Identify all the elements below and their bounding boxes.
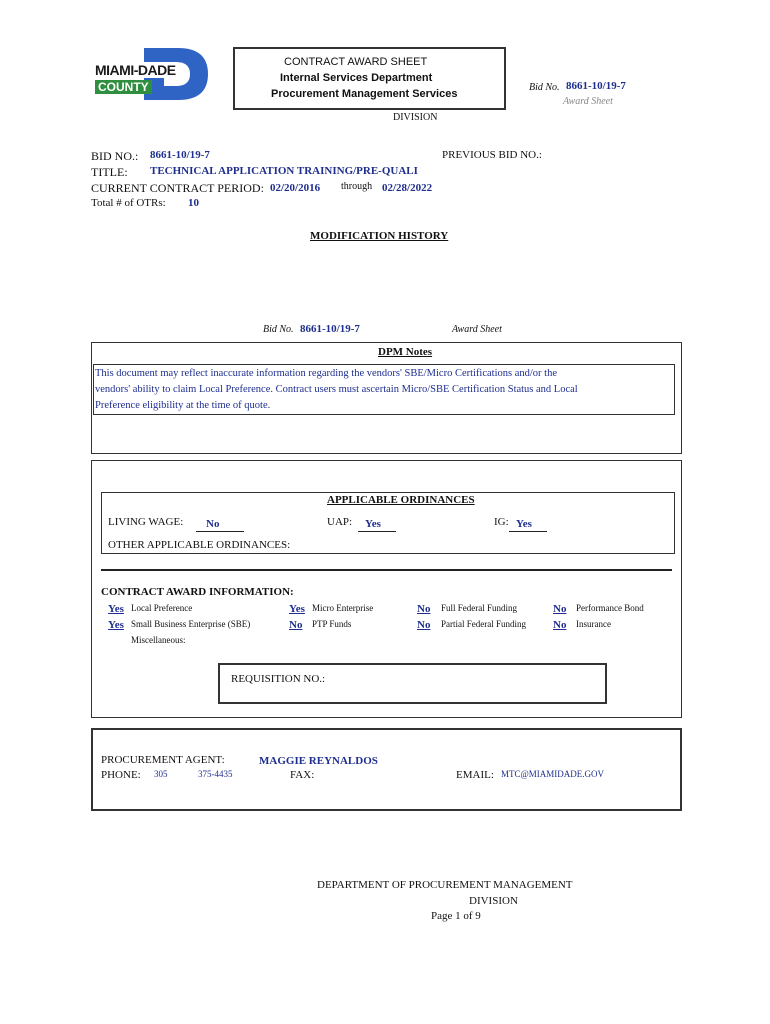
top-bid-label: Bid No.	[529, 82, 560, 93]
uap-underline	[358, 531, 396, 532]
mid-bid-number: 8661-10/19-7	[300, 323, 360, 335]
micro-enterprise-value: Yes	[289, 603, 305, 615]
title-label: TITLE:	[91, 165, 128, 179]
partial-federal-funding-label: Partial Federal Funding	[441, 619, 526, 629]
dpm-note-line-3: Preference eligibility at the time of quote.	[95, 400, 271, 411]
top-award-sheet: Award Sheet	[563, 96, 613, 107]
fax-label: FAX:	[290, 769, 315, 781]
award-info-title: CONTRACT AWARD INFORMATION:	[101, 586, 294, 598]
footer-department: DEPARTMENT OF PROCUREMENT MANAGEMENT	[317, 879, 573, 891]
title-value: TECHNICAL APPLICATION TRAINING/PRE-QUALI	[150, 165, 418, 177]
logo-text-miami-dade: MIAMI-DADE	[95, 62, 176, 78]
procurement-agent-label: PROCUREMENT AGENT:	[101, 754, 225, 766]
top-bid-number: 8661-10/19-7	[566, 80, 626, 92]
division-label: DIVISION	[393, 112, 438, 123]
uap-value: Yes	[365, 518, 381, 530]
sbe-label: Small Business Enterprise (SBE)	[131, 619, 251, 629]
ig-underline	[509, 531, 547, 532]
otr-value: 10	[188, 197, 199, 209]
ordinances-title: APPLICABLE ORDINANCES	[327, 494, 475, 506]
contract-through: through	[341, 181, 373, 192]
performance-bond-value: No	[553, 603, 567, 615]
logo-text-county: COUNTY	[95, 80, 152, 94]
miscellaneous-label: Miscellaneous:	[131, 635, 186, 645]
miami-dade-logo	[94, 46, 212, 102]
email-value[interactable]: MTC@MIAMIDADE.GOV	[501, 769, 605, 779]
ptp-funds-label: PTP Funds	[312, 619, 352, 629]
insurance-label: Insurance	[576, 619, 611, 629]
otr-label: Total # of OTRs:	[91, 197, 166, 209]
mid-award-sheet: Award Sheet	[452, 324, 502, 335]
mid-bid-label: Bid No.	[263, 324, 294, 335]
phone-number: 375-4435	[198, 769, 233, 779]
header-dept: Internal Services Department	[280, 72, 433, 84]
phone-area-code: 305	[154, 769, 168, 779]
ig-value: Yes	[516, 518, 532, 530]
local-preference-label: Local Preference	[131, 603, 193, 613]
phone-label: PHONE:	[101, 769, 141, 781]
partial-federal-funding-value: No	[417, 619, 431, 631]
living-wage-value: No	[206, 518, 220, 530]
email-label: EMAIL:	[456, 769, 494, 781]
living-wage-underline	[196, 531, 244, 532]
local-preference-value: Yes	[108, 603, 124, 615]
ptp-funds-value: No	[289, 619, 303, 631]
header-division: Procurement Management Services	[271, 88, 458, 100]
living-wage-label: LIVING WAGE:	[108, 516, 184, 528]
section-divider	[101, 569, 672, 571]
full-federal-funding-value: No	[417, 603, 431, 615]
modification-history-title: MODIFICATION HISTORY	[310, 230, 449, 242]
bid-no-value: 8661-10/19-7	[150, 149, 210, 161]
insurance-value: No	[553, 619, 567, 631]
full-federal-funding-label: Full Federal Funding	[441, 603, 517, 613]
procurement-agent-name: MAGGIE REYNALDOS	[259, 755, 378, 767]
dpm-note-line-1: This document may reflect inaccurate information regarding the vendors' SBE/Micro Certifications and/or the	[95, 368, 557, 379]
bid-no-label: BID NO.:	[91, 149, 139, 163]
contract-end: 02/28/2022	[382, 182, 433, 194]
dpm-note-line-2: vendors' ability to claim Local Preference. Contract users must ascertain Micro/SBE Certification Status and Local	[95, 384, 578, 395]
contract-start: 02/20/2016	[270, 182, 321, 194]
requisition-label: REQUISITION NO.:	[231, 673, 326, 685]
performance-bond-label: Performance Bond	[576, 603, 644, 613]
ig-label: IG:	[494, 516, 509, 528]
contract-period-label: CURRENT CONTRACT PERIOD:	[91, 181, 264, 195]
header-title: CONTRACT AWARD SHEET	[284, 56, 428, 68]
other-ordinances-label: OTHER APPLICABLE ORDINANCES:	[108, 539, 291, 551]
micro-enterprise-label: Micro Enterprise	[312, 603, 374, 613]
footer-division: DIVISION	[469, 895, 518, 907]
sbe-value: Yes	[108, 619, 124, 631]
dpm-notes-title: DPM Notes	[378, 346, 433, 358]
footer-page-number: Page 1 of 9	[431, 910, 481, 922]
uap-label: UAP:	[327, 516, 353, 528]
previous-bid-label: PREVIOUS BID NO.:	[442, 149, 542, 161]
